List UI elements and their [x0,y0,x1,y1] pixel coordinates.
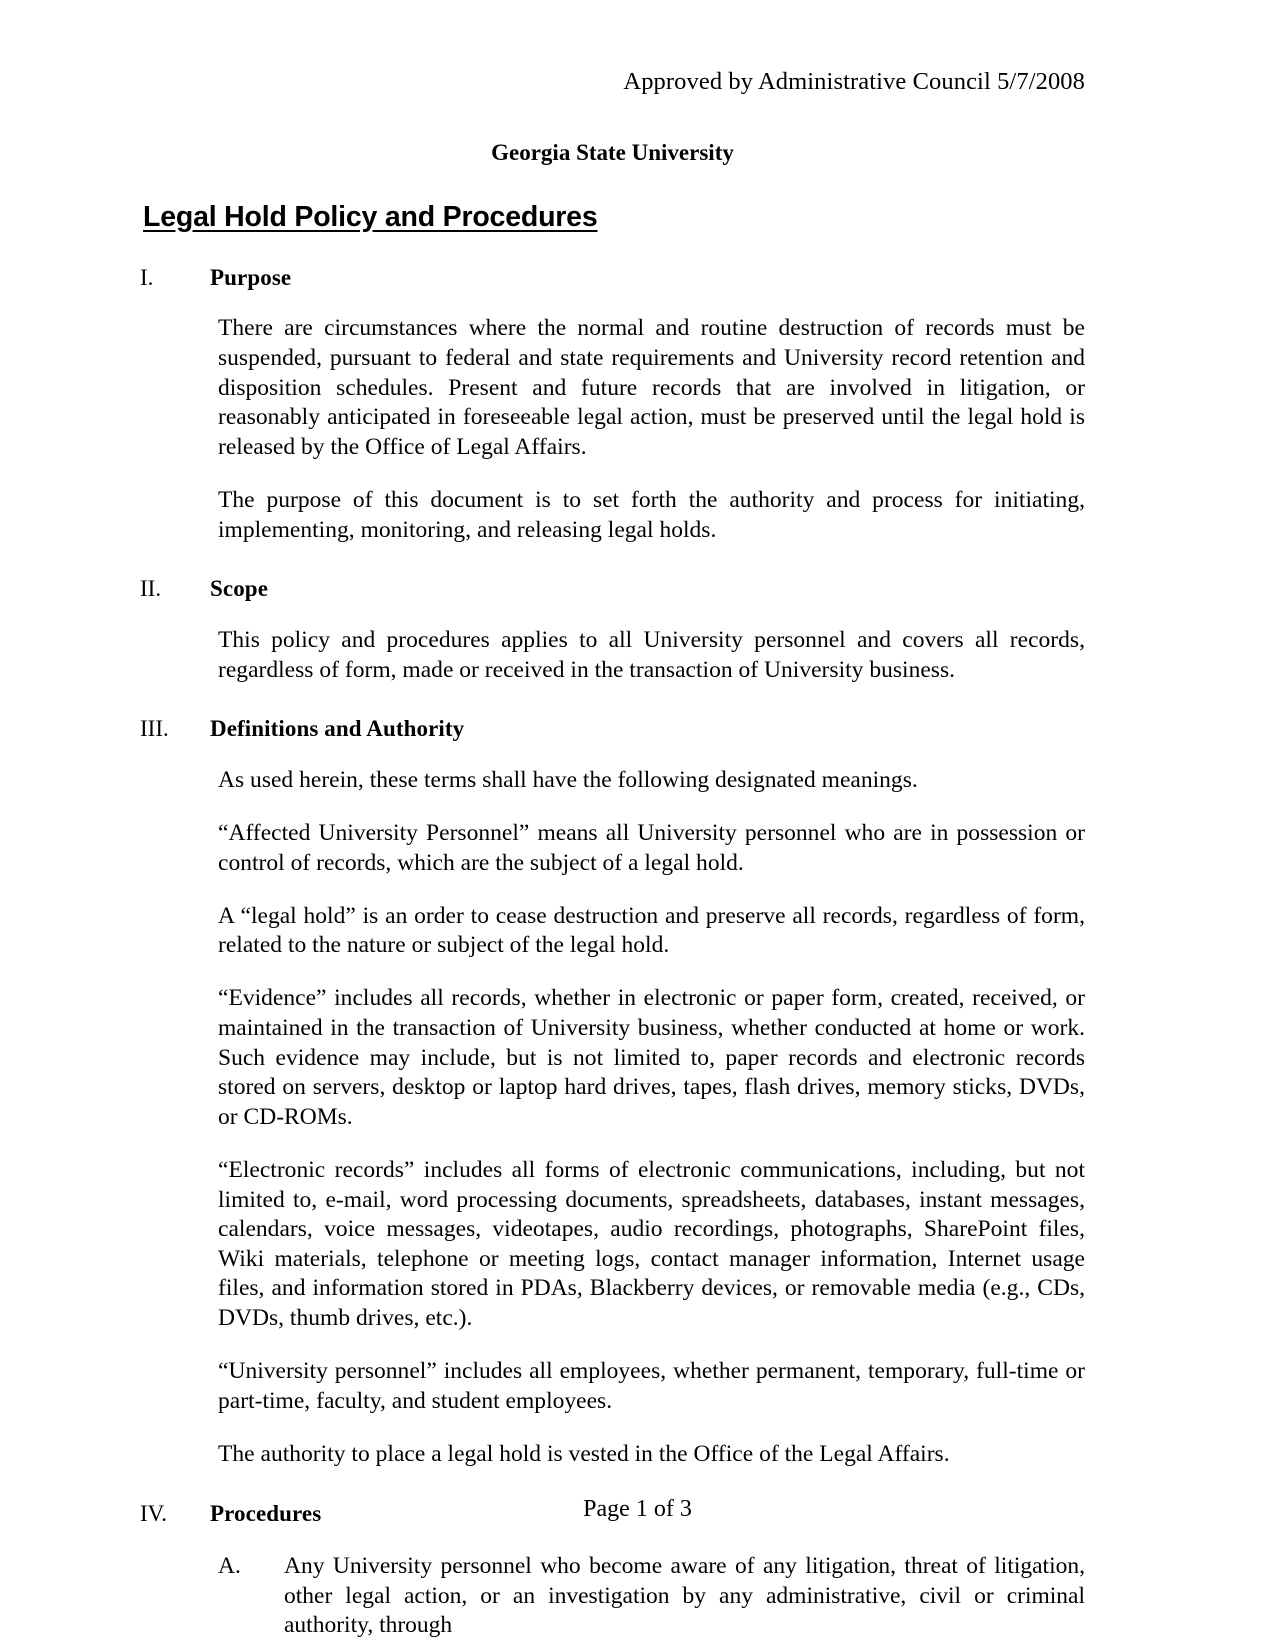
approval-header: Approved by Administrative Council 5/7/2008 [623,68,1085,95]
document-content [140,0,1085,1641]
section-heading-definitions [140,715,1085,744]
page-footer: Page 1 of 3 [583,1496,692,1522]
list-item [218,1552,1085,1641]
paragraph: “University personnel” includes all employees, whether permanent, temporary, full-time or part-time, faculty, and student employees. [218,1358,1085,1414]
paragraph: As used herein, these terms shall have the following designated meanings. [218,766,918,793]
paragraph: There are circumstances where the normal and routine destruction of records must be suspended, pursuant to federal and state requirements and University record retention and disposition schedules. Present and future records that are involved in litigation, or reasonably anticipated in foreseeable legal action, must be preserved until the legal hold is released by the Office of Legal Affairs. [218,315,1085,460]
section-title: Definitions and Authority [210,716,465,742]
list-item-text: Any University personnel who become aware of any litigation, threat of litigation, other legal action, or an investigation by any administrative, civil or criminal authority, through [284,1553,1085,1639]
section-title: Procedures [210,1500,322,1526]
paragraph: “Electronic records” includes all forms of electronic communications, including, but not limited to, e-mail, word processing documents, spreadsheets, databases, instant messages, calendars, voice messages, videotapes, audio recordings, photographs, SharePoint files, Wiki materials, telephone or meeting logs, contact manager information, Internet usage files, and information stored in PDAs, Blackberry devices, or removable media (e.g., CDs, DVDs, thumb drives, etc.). [218,1157,1085,1332]
section-numeral: I. [140,264,154,290]
section-title: Purpose [210,264,292,290]
paragraph: This policy and procedures applies to all University personnel and covers all records, regardless of form, made or received in the transaction of University business. [218,626,1085,683]
paragraph: “Affected University Personnel” means all University personnel who are in possession or control of records, which are the subject of a legal hold. [218,820,1085,876]
paragraph: The authority to place a legal hold is vested in the Office of the Legal Affairs. [218,1440,950,1467]
organization-name: Georgia State University [491,139,734,165]
paragraph: “Evidence” includes all records, whether in electronic or paper form, created, received, or maintained in the transaction of University business, whether conducted at home or work. Such evidence may include, but is not limited to, paper records and electronic records stored on servers, desktop or laptop hard drives, tapes, flash drives, memory sticks, DVDs, or CD-ROMs. [218,985,1085,1130]
paragraph: A “legal hold” is an order to cease destruction and preserve all records, regardless of form, related to the nature or subject of the legal hold. [218,902,1085,959]
section-title: Scope [210,576,268,602]
page-title: Legal Hold Policy and Procedures [143,200,598,233]
section-heading-scope [140,575,1085,604]
list-item-letter: A. [218,1553,241,1580]
section-heading-purpose [140,264,1085,293]
section-numeral: II. [140,576,162,602]
section-numeral: III. [140,716,169,742]
section-numeral: IV. [140,1500,168,1526]
paragraph: The purpose of this document is to set forth the authority and process for initiating, implementing, monitoring, and releasing legal holds. [218,486,1085,543]
